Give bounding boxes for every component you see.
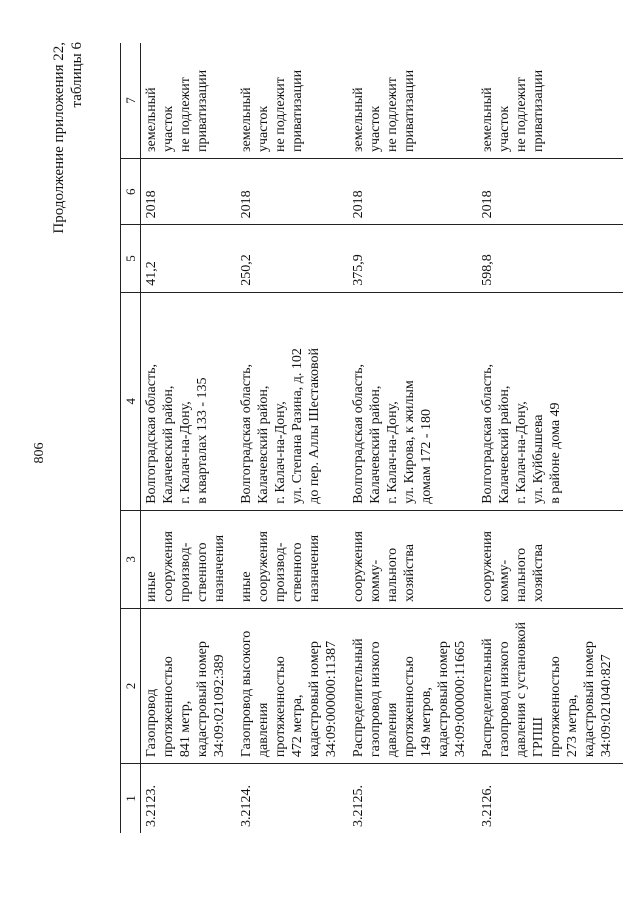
object-note: земельный участок не подлежит приватизации	[480, 69, 546, 152]
table-row	[477, 43, 623, 833]
object-area: 250,2	[239, 254, 254, 286]
object-purpose: сооружения комму- нального хозяйства	[351, 531, 417, 602]
object-note: земельный участок не подлежит приватизации	[239, 69, 305, 152]
object-year: 2018	[480, 190, 495, 219]
property-table	[120, 43, 623, 833]
column-number: 6	[121, 159, 141, 225]
column-number-row	[121, 43, 141, 833]
column-number: 2	[121, 608, 141, 763]
object-note: земельный участок не подлежит приватизации	[351, 69, 417, 152]
object-note: земельный участок не подлежит приватизации	[144, 69, 210, 152]
object-address: Волгоградская область, Калачевский район, г. Калач-на-Дону, ул. Степана Разина, д. 102 до пер. Аллы Шестаковой	[239, 347, 322, 504]
table-row	[141, 43, 237, 833]
object-year: 2018	[239, 190, 254, 219]
row-number: 3.2123.	[144, 785, 159, 827]
row-number: 3.2126.	[480, 785, 495, 827]
object-name: Распределительный газопровод низкого давления с установкой ГРПШ протяженностью 273 метра, кадастровый номер 34:09:021040:827	[480, 622, 614, 758]
object-area: 375,9	[351, 254, 366, 286]
object-address: Волгоградская область, Калачевский район, г. Калач-на-Дону, ул. Куйбышева в районе дома 49	[480, 364, 563, 504]
object-purpose: иные сооружения производ- ственного назначения	[239, 531, 322, 602]
object-area: 41,2	[144, 261, 159, 286]
object-purpose: сооружения комму- нального хозяйства	[480, 531, 546, 602]
row-number: 3.2124.	[239, 785, 254, 827]
row-number: 3.2125.	[351, 785, 366, 827]
column-number: 1	[121, 764, 141, 833]
page-number: 806	[32, 442, 47, 464]
object-address: Волгоградская область, Калачевский район, г. Калач-на-Дону, в кварталах 133 - 135	[144, 364, 210, 504]
object-name: Газопровод протяженностью 841 метр, кадастровый номер 34:09:021092:389	[144, 641, 227, 758]
column-number: 3	[121, 510, 141, 608]
column-number: 4	[121, 292, 141, 510]
object-year: 2018	[351, 190, 366, 219]
object-area: 598,8	[480, 254, 495, 286]
table-row	[348, 43, 477, 833]
column-number: 5	[121, 225, 141, 292]
object-address: Волгоградская область, Калачевский район, г. Калач-на-Дону, ул. Кирова, к жилым домам 172 - 180	[351, 364, 434, 504]
column-number: 7	[121, 43, 141, 159]
continuation-note: Продолжение приложения 22, таблицы 6	[51, 42, 85, 234]
object-name: Распределительный газопровод низкого давления протяженностью 149 метров, кадастровый номер 34:09:000000:11665	[351, 638, 468, 758]
table-row	[236, 43, 348, 833]
object-name: Газопровод высокого давления протяженностью 472 метра, кадастровый номер 34:09:000000:11387	[239, 630, 339, 758]
object-year: 2018	[144, 190, 159, 219]
object-purpose: иные сооружения производ- ственного назначения	[144, 531, 227, 602]
